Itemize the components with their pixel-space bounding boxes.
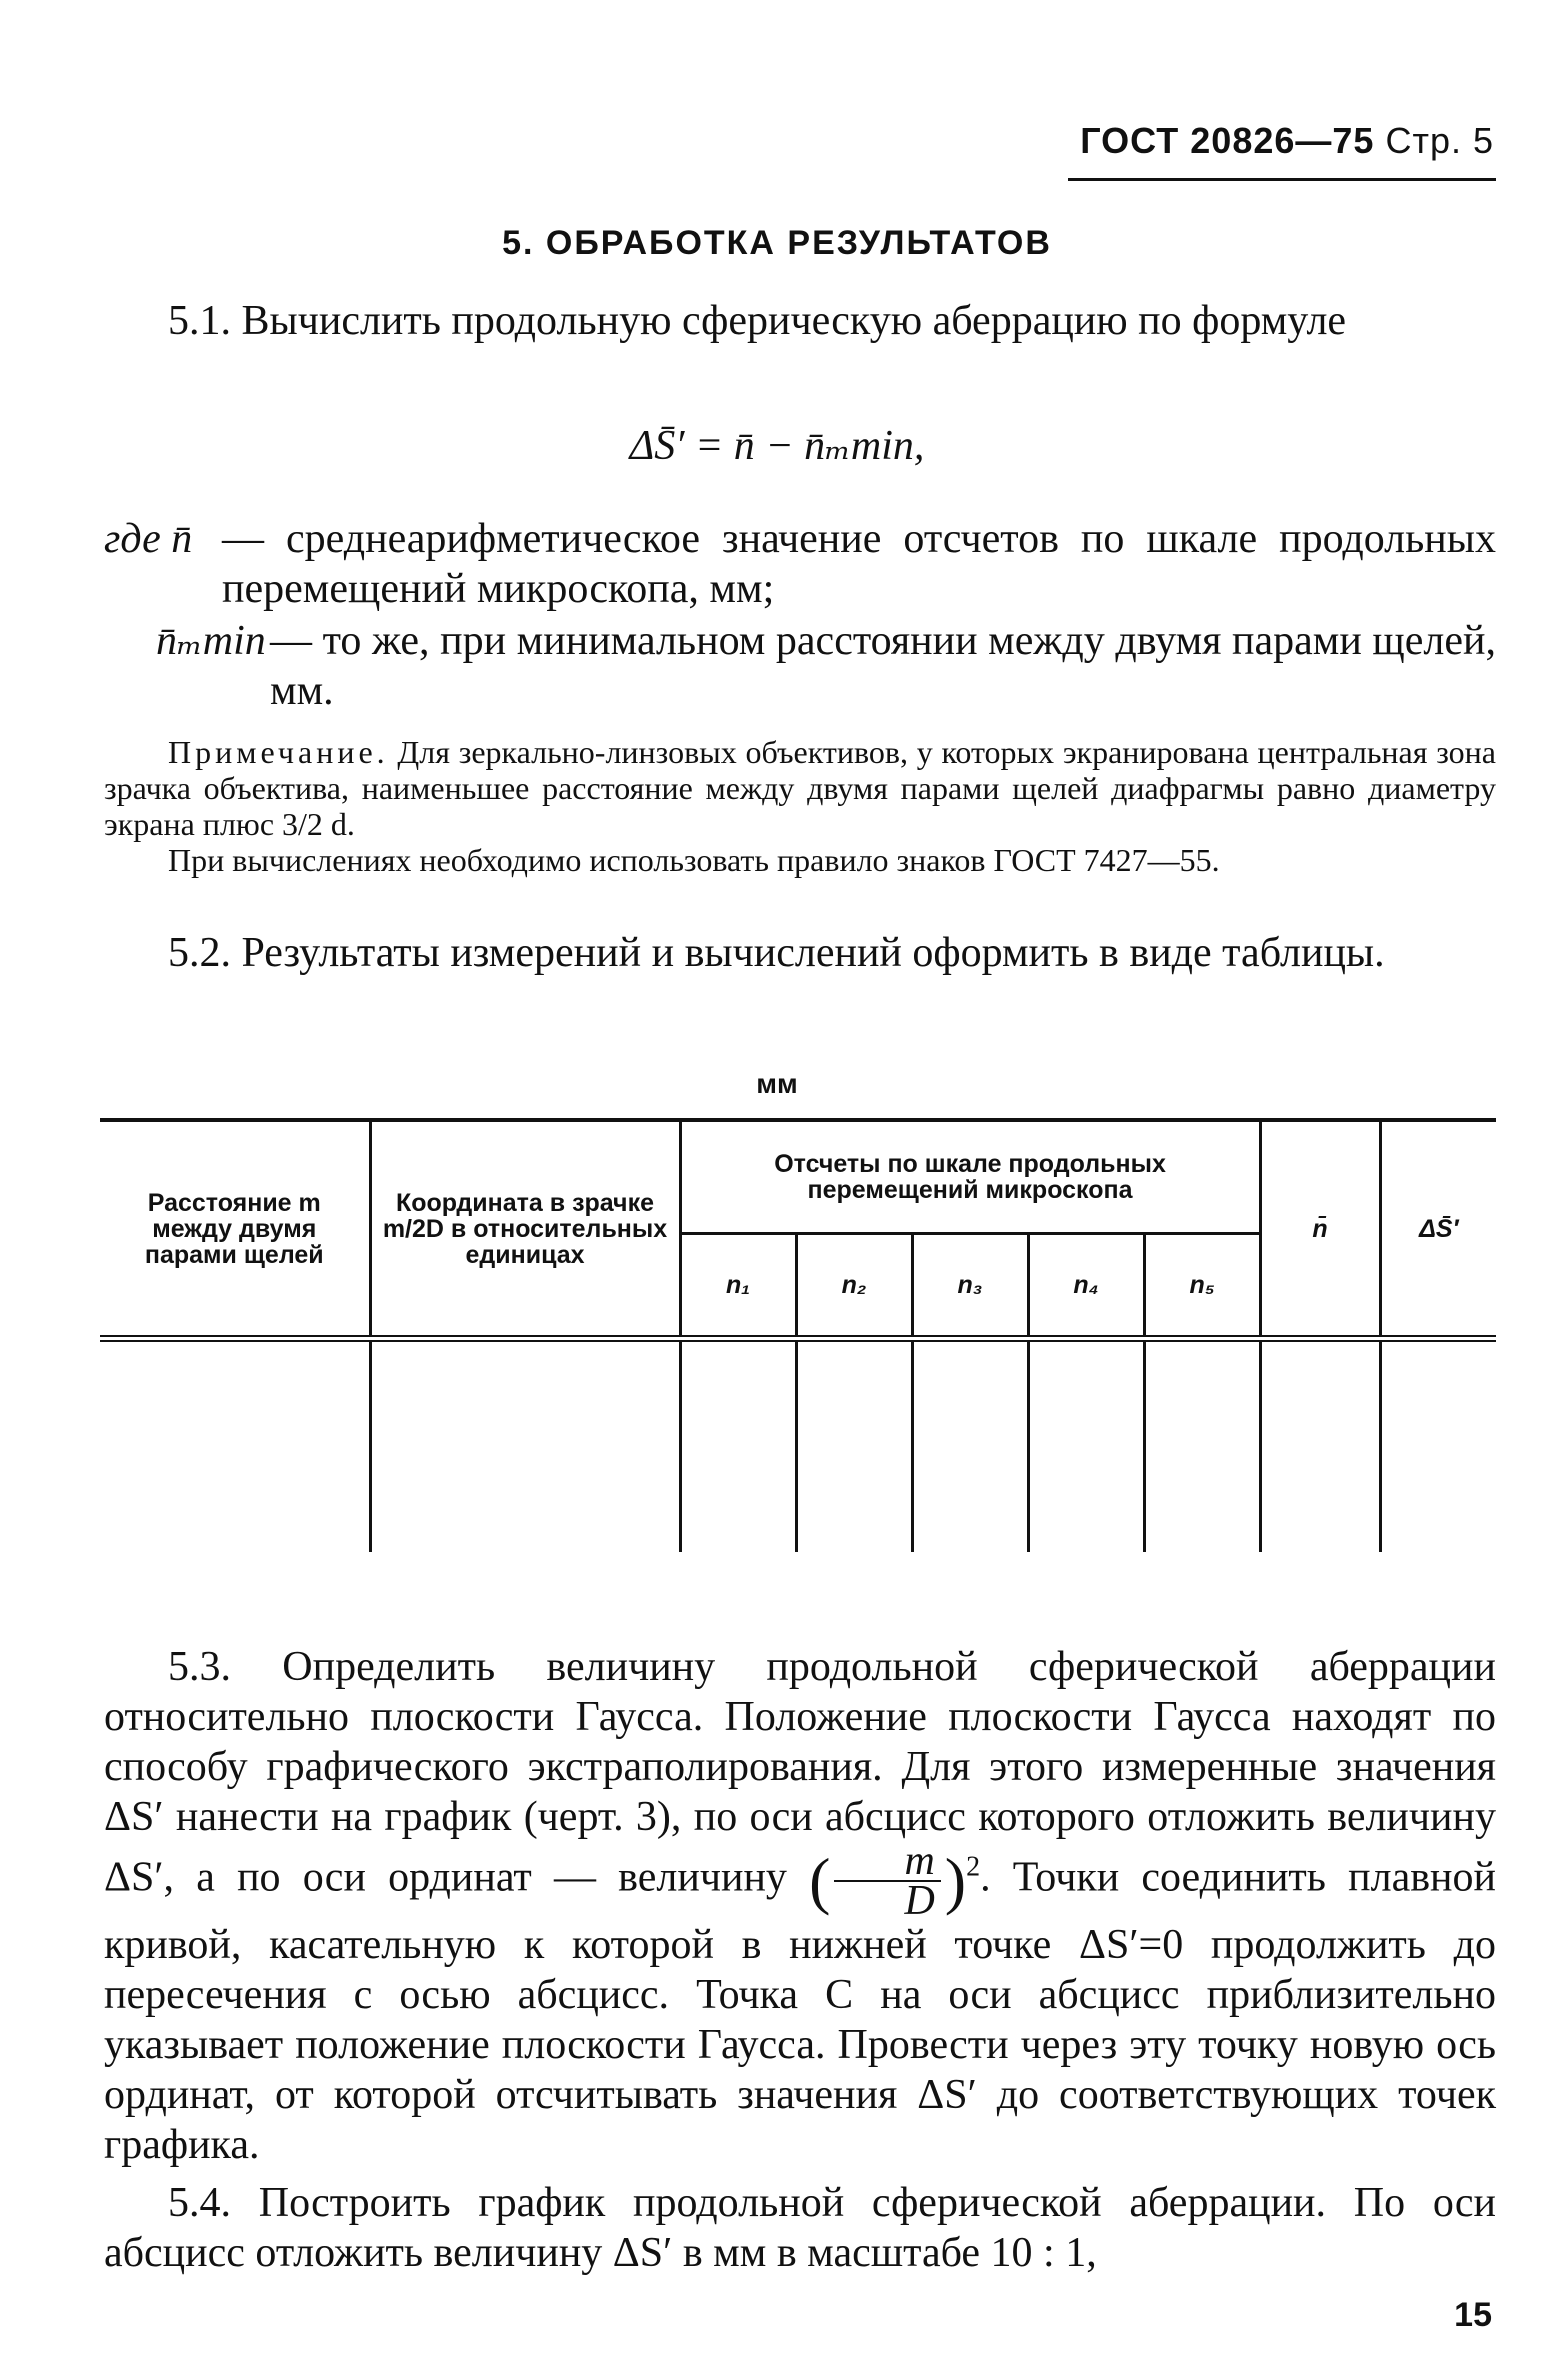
header-n5: n₅: [1144, 1234, 1260, 1339]
fraction-numerator: m: [834, 1842, 940, 1882]
header-coordinate: Координата в зрачке m/2D в относительных единицах: [370, 1120, 680, 1339]
definition-n-mean: [104, 514, 1496, 614]
definition-text: — то же, при минимальном расстоянии между двумя парами щелей, мм.: [270, 618, 1496, 714]
header-n2: n₂: [796, 1234, 912, 1339]
definition-n-min: [104, 616, 1496, 726]
fraction-m-over-d: [834, 1838, 940, 1924]
note-text: Для зеркально-линзовых объективов, у которых экранирована центральная зона зрачка объектива, наименьшее расстояние между двумя парами щелей диафрагмы равно диаметру экрана плюс 3/2 d.: [104, 734, 1497, 842]
header-rule: [1068, 178, 1496, 181]
note-rule-of-signs: При вычислениях необходимо использовать правило знаков ГОСТ 7427—55.: [168, 842, 1220, 878]
table-cell: [100, 1339, 370, 1553]
paragraph-5-3-part-b: . Точки соединить плавной кривой, касательную к которой в нижней точке ΔS′=0 продолжить до пересечения с осью абсцисс. Точка C на оси абсцисс приблизительно указывает положение плоскости Гаусса. Провести через эту точку новую ось ординат, от которой отсчитывать значения ΔS′ до соответствующих точек графика.: [104, 1854, 1497, 2168]
table-cell: [680, 1339, 796, 1553]
formula-delta-s: ΔS̄′ = n̄ − n̄ₘmin,: [629, 423, 925, 469]
fraction-close-paren: ): [944, 1845, 967, 1916]
definition-term: где n̄: [104, 516, 193, 562]
standard-number: ГОСТ 20826—75: [1080, 120, 1375, 161]
header-n4: n₄: [1028, 1234, 1144, 1339]
fraction-open-paren: (: [809, 1845, 831, 1916]
page-header: [1080, 120, 1494, 162]
table-cell: [370, 1339, 680, 1553]
table-row: [100, 1339, 1496, 1553]
definition-text: — среднеарифметическое значение отсчетов по шкале продольных перемещений микроскопа, мм;: [222, 516, 1496, 612]
table-cell: [1144, 1339, 1260, 1553]
paragraph-5-3: [104, 1642, 1496, 2170]
table-cell: [1380, 1339, 1496, 1553]
header-distance: Расстояние m между двумя парами щелей: [100, 1120, 370, 1339]
page-label: Стр. 5: [1385, 120, 1494, 161]
table-cell: [912, 1339, 1028, 1553]
paragraph-5-1: 5.1. Вычислить продольную сферическую аберрацию по формуле: [168, 298, 1347, 344]
paragraph-5-3-part-a: 5.3. Определить величину продольной сферической аберрации относительно плоскости Гаусса. Положение плоскости Гаусса находят по способу графического экстраполирования. Для этого измеренные значения ΔS′ нанести на график (черт. 3), по оси абсцисс которого отложить величину ΔS′, а по оси ординат — величину: [104, 1644, 1496, 1901]
header-mean: n̄: [1260, 1120, 1380, 1339]
fraction-power: 2: [966, 1851, 981, 1883]
table-cell: [1028, 1339, 1144, 1553]
note-block: [104, 734, 1496, 842]
fraction-denominator: D: [904, 1878, 935, 1924]
paragraph-5-4: 5.4. Построить график продольной сферической аберрации. По оси абсцисс отложить величину ΔS′ в мм в масштабе 10 : 1,: [104, 2180, 1496, 2276]
page-number: 15: [1454, 2296, 1492, 2334]
results-table: [100, 1118, 1496, 1552]
header-readings-group: Отсчеты по шкале продольных перемещений микроскопа: [680, 1120, 1260, 1234]
note-label: Примечание.: [168, 734, 389, 770]
paragraph-5-2: 5.2. Результаты измерений и вычислений оформить в виде таблицы.: [168, 930, 1385, 976]
header-delta-s: ΔS̄′: [1380, 1120, 1496, 1339]
table-cell: [796, 1339, 912, 1553]
definition-term: n̄ₘmin: [156, 618, 266, 664]
section-title: 5. ОБРАБОТКА РЕЗУЛЬТАТОВ: [502, 224, 1052, 262]
header-n1: n₁: [680, 1234, 796, 1339]
table-unit: мм: [756, 1068, 798, 1099]
header-n3: n₃: [912, 1234, 1028, 1339]
table-cell: [1260, 1339, 1380, 1553]
